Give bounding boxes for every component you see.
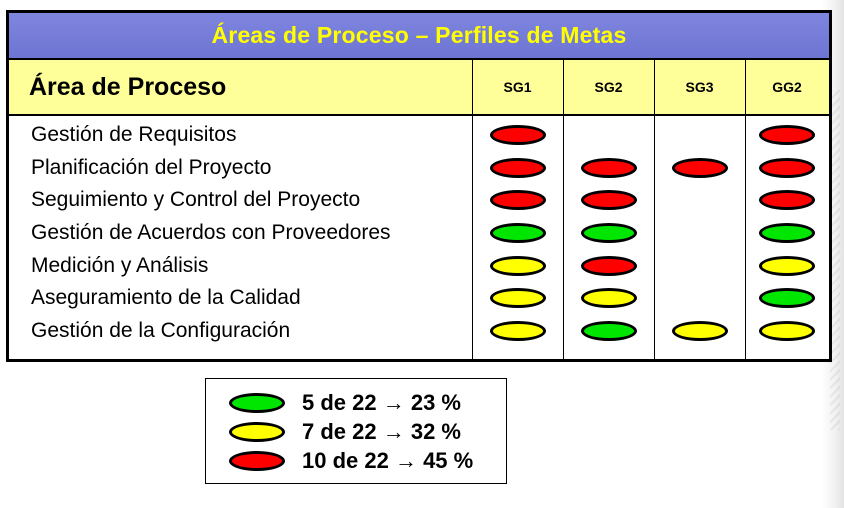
legend-green-text: 5 de 22 → 23 % xyxy=(302,390,461,415)
row-label: Medición y Análisis xyxy=(31,254,209,277)
legend-yellow-oval xyxy=(229,422,285,442)
status-indicator-red xyxy=(581,256,637,276)
status-indicator-red xyxy=(581,158,637,178)
process-area-table xyxy=(6,10,832,362)
status-indicator-green xyxy=(581,223,637,243)
column-header-sg3: SG3 xyxy=(685,79,714,95)
status-indicator-red xyxy=(759,125,815,145)
status-indicator-yellow xyxy=(759,321,815,341)
legend-box xyxy=(205,378,507,484)
status-indicator-yellow xyxy=(490,321,546,341)
legend-red-text: 10 de 22 → 45 % xyxy=(302,448,474,473)
status-indicator-yellow xyxy=(581,288,637,308)
status-indicator-red xyxy=(490,158,546,178)
row-label: Aseguramiento de la Calidad xyxy=(31,286,301,309)
row-label: Gestión de Acuerdos con Proveedores xyxy=(31,221,391,244)
header-area-label: Área de Proceso xyxy=(29,73,227,101)
status-indicator-green xyxy=(490,223,546,243)
status-indicator-red xyxy=(581,190,637,210)
status-indicator-green xyxy=(759,223,815,243)
column-header-gg2: GG2 xyxy=(772,79,802,95)
column-header-sg1: SG1 xyxy=(503,79,532,95)
status-indicator-red xyxy=(759,190,815,210)
column-divider xyxy=(563,60,564,359)
status-indicator-red xyxy=(672,158,728,178)
legend-yellow-text: 7 de 22 → 32 % xyxy=(302,419,461,444)
status-indicator-yellow xyxy=(759,256,815,276)
status-indicator-red xyxy=(490,190,546,210)
row-label: Seguimiento y Control del Proyecto xyxy=(31,188,361,211)
status-indicator-yellow xyxy=(490,256,546,276)
status-indicator-yellow xyxy=(490,288,546,308)
legend-green-oval xyxy=(229,393,285,413)
column-divider xyxy=(654,60,655,359)
legend-red-oval xyxy=(229,451,285,471)
column-divider xyxy=(472,60,473,359)
row-label: Gestión de Requisitos xyxy=(31,123,237,146)
table-title: Áreas de Proceso – Perfiles de Metas xyxy=(211,22,627,48)
status-indicator-green xyxy=(759,288,815,308)
status-indicator-green xyxy=(581,321,637,341)
status-indicator-yellow xyxy=(672,321,728,341)
status-indicator-red xyxy=(490,125,546,145)
table-header-row xyxy=(9,60,829,116)
row-label: Gestión de la Configuración xyxy=(31,319,291,342)
table-title-bar xyxy=(9,13,829,60)
status-indicator-red xyxy=(759,158,815,178)
column-divider xyxy=(745,60,746,359)
column-header-sg2: SG2 xyxy=(594,79,623,95)
row-label: Planificación del Proyecto xyxy=(31,156,272,179)
